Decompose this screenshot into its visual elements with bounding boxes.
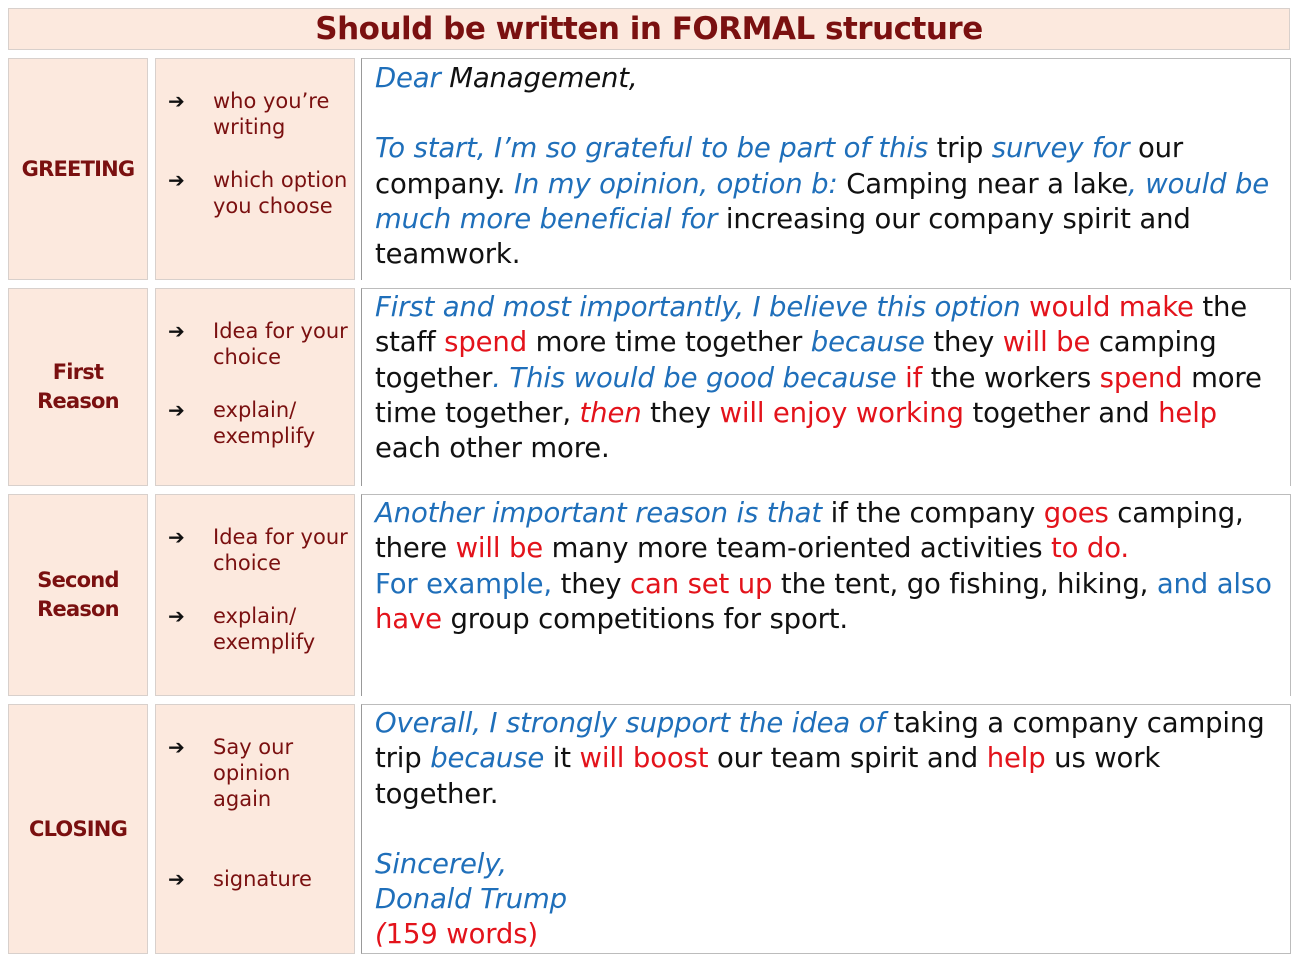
note-item: ➔ explain/ exemplify <box>168 398 316 448</box>
section-label-first-reason: First Reason <box>8 288 148 486</box>
section-label-greeting: GREETING <box>8 58 148 280</box>
notes-first-reason <box>155 288 355 486</box>
note-item: ➔ Idea for your choice <box>168 525 348 575</box>
right-arrow-icon: ➔ <box>168 168 185 192</box>
right-arrow-icon: ➔ <box>168 867 185 891</box>
closing-paragraph: Overall, I strongly support the idea of taking a company camping trip because it will boost our team spirit and help us work together. <box>375 707 1265 810</box>
notes-greeting <box>155 58 355 280</box>
salutation: Dear Management, <box>375 62 638 94</box>
sign-off: Sincerely, <box>375 847 507 880</box>
section-label-second-reason: Second Reason <box>8 494 148 696</box>
note-item: ➔ who you’re writing <box>168 89 330 139</box>
note-item: ➔ Say our opinion again <box>168 735 294 811</box>
page-title: Should be written in FORMAL structure <box>8 8 1290 50</box>
right-arrow-icon: ➔ <box>168 89 185 113</box>
second-reason-paragraph: Another important reason is that if the company goes camping, there will be many more team-oriented activities to do. For example, they can set up the tent, go fishing, hiking, and also have group competitions for sport. <box>375 497 1272 635</box>
right-arrow-icon: ➔ <box>168 604 185 628</box>
note-item: ➔ which option you choose <box>168 168 348 218</box>
right-arrow-icon: ➔ <box>168 398 185 422</box>
first-reason-paragraph: First and most importantly, I believe this option would make the staff spend more time together because they will be camping together. This would be good because if the workers spend more time together, then they will enjoy working together and help each other more. <box>375 291 1262 465</box>
signature-name: Donald Trump <box>375 883 567 916</box>
section-label-closing: CLOSING <box>8 704 148 954</box>
letter-second-reason <box>361 494 1291 696</box>
letter-greeting <box>361 58 1291 280</box>
right-arrow-icon: ➔ <box>168 735 185 759</box>
note-item: ➔ explain/ exemplify <box>168 604 316 654</box>
letter-first-reason <box>361 288 1291 486</box>
notes-second-reason <box>155 494 355 696</box>
greeting-paragraph: To start, I’m so grateful to be part of this trip survey for our company. In my opinion, option b: Camping near a lake, would be much more beneficial for increasing our company spirit and teamwork. <box>375 132 1270 271</box>
note-item: ➔ Idea for your choice <box>168 319 348 369</box>
right-arrow-icon: ➔ <box>168 319 185 343</box>
note-item: ➔ signature <box>168 867 312 891</box>
letter-closing <box>361 704 1291 954</box>
right-arrow-icon: ➔ <box>168 525 185 549</box>
word-count: (159 words) <box>375 918 538 951</box>
notes-closing <box>155 704 355 954</box>
